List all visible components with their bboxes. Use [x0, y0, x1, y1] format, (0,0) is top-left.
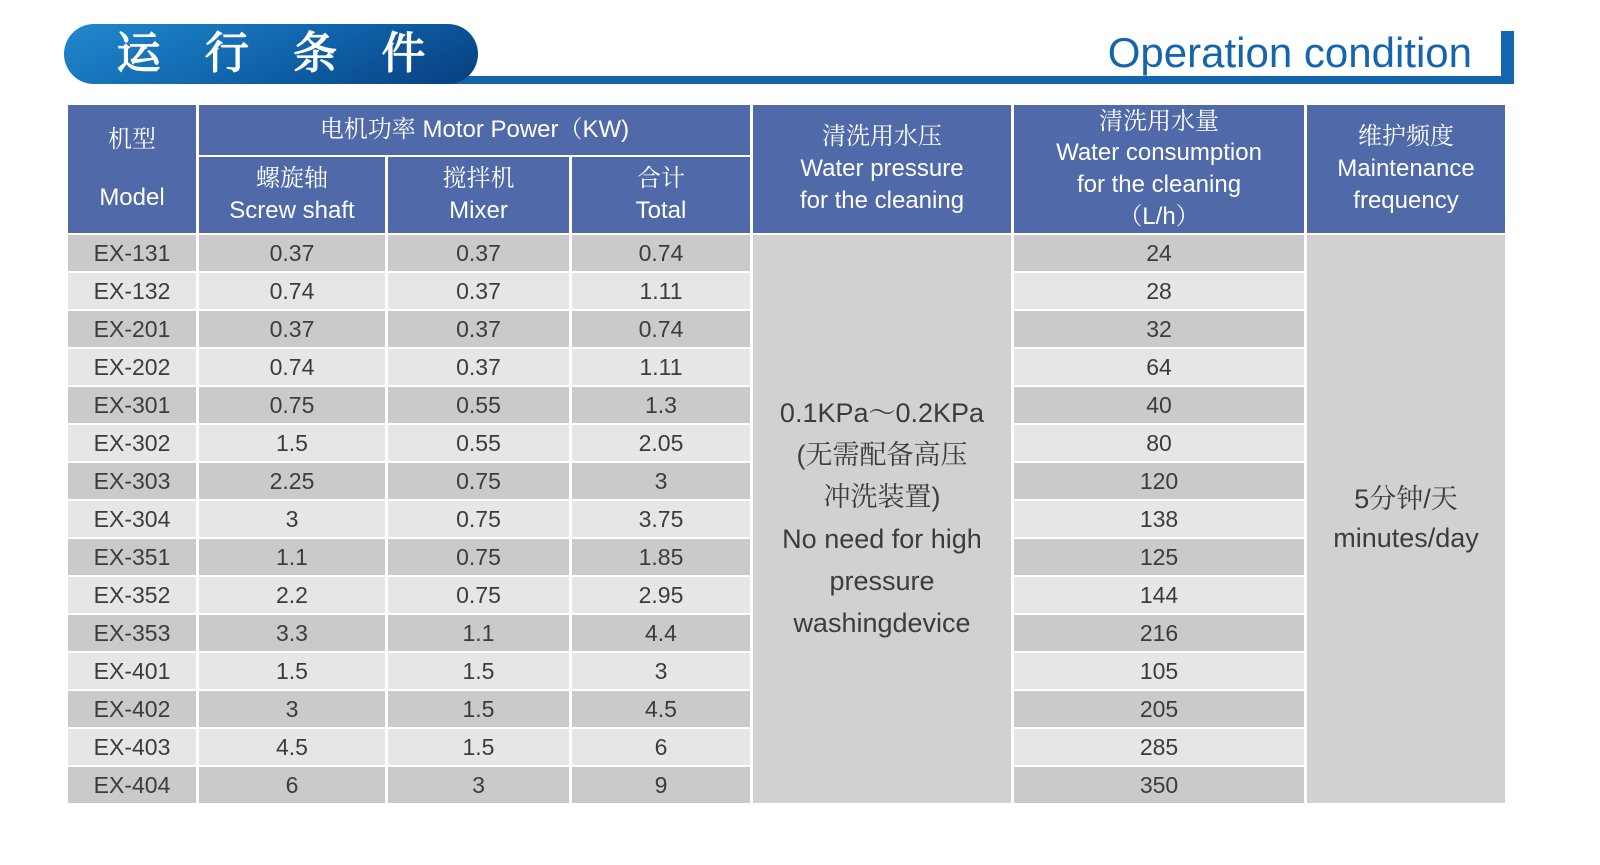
header-water-pressure-en1: Water pressure: [800, 155, 964, 183]
cell-screw-shaft: 3: [199, 691, 385, 727]
cell-mixer: 0.37: [388, 311, 569, 347]
note-line: (无需配备高压: [796, 440, 968, 471]
note-line: 0.1KPa～0.2KPa: [779, 398, 985, 429]
header-mixer: [388, 157, 569, 233]
header-screw-shaft: [199, 157, 385, 233]
banner-underline: [300, 76, 1513, 84]
cell-water-consumption: 80: [1014, 425, 1304, 461]
cell-screw-shaft: 0.75: [199, 387, 385, 423]
cell-screw-shaft: 1.5: [199, 653, 385, 689]
cell-mixer: 0.75: [388, 501, 569, 537]
header-motor-power-label: 电机功率 Motor Power（KW): [319, 116, 630, 144]
cell-model: EX-304: [68, 501, 196, 537]
cell-model: EX-402: [68, 691, 196, 727]
note-line: No need for high: [782, 524, 982, 554]
page-title-en: Operation condition: [1107, 29, 1472, 76]
note-line: washingdevice: [793, 607, 971, 638]
cell-screw-shaft: 2.2: [199, 577, 385, 613]
cell-total: 4.5: [572, 691, 750, 727]
cell-screw-shaft: 4.5: [199, 729, 385, 765]
header-total: [572, 157, 750, 233]
cell-mixer: 0.37: [388, 349, 569, 385]
cell-total: 6: [572, 729, 750, 765]
header-screw-shaft-cn: 螺旋轴: [256, 165, 328, 193]
cell-screw-shaft: 2.25: [199, 463, 385, 499]
cell-model: EX-132: [68, 273, 196, 309]
cell-mixer: 1.1: [388, 615, 569, 651]
cell-total: 1.11: [572, 349, 750, 385]
table-header: [68, 105, 1505, 233]
cell-mixer: 1.5: [388, 729, 569, 765]
cell-total: 2.95: [572, 577, 750, 613]
cell-mixer: 1.5: [388, 691, 569, 727]
header-maintenance-en1: Maintenance: [1337, 155, 1475, 183]
cell-model: EX-404: [68, 767, 196, 803]
header-water-consumption-cn: 清洗用水量: [1099, 107, 1219, 135]
cell-total: 0.74: [572, 311, 750, 347]
cell-total: 4.4: [572, 615, 750, 651]
cell-total: 3.75: [572, 501, 750, 537]
cell-mixer: 1.5: [388, 653, 569, 689]
header-water-consumption-en2: for the cleaning: [1076, 171, 1242, 198]
cell-screw-shaft: 3.3: [199, 615, 385, 651]
cell-mixer: 0.37: [388, 235, 569, 271]
cell-model: EX-353: [68, 615, 196, 651]
cell-model: EX-302: [68, 425, 196, 461]
note-line: 5分钟/天: [1354, 483, 1458, 514]
header-water-consumption: [1014, 105, 1304, 233]
cell-mixer: 0.55: [388, 425, 569, 461]
header-total-en: Total: [635, 197, 687, 224]
cell-screw-shaft: 1.1: [199, 539, 385, 575]
header-maintenance-cn: 维护频度: [1358, 123, 1454, 151]
table-row: [68, 235, 1505, 271]
title-badge: [64, 24, 478, 84]
cell-water-consumption: 28: [1014, 273, 1304, 309]
cell-model: EX-401: [68, 653, 196, 689]
cell-mixer: 0.75: [388, 539, 569, 575]
header-model-cn: 机型: [108, 126, 156, 154]
cell-mixer: 3: [388, 767, 569, 803]
header-motor-power: [199, 105, 750, 155]
header-model-en: Model: [99, 184, 165, 211]
cell-total: 1.85: [572, 539, 750, 575]
cell-total: 0.74: [572, 235, 750, 271]
cell-total: 1.11: [572, 273, 750, 309]
operation-condition-table: [65, 103, 1508, 805]
cell-total: 9: [572, 767, 750, 803]
cell-water-consumption: 40: [1014, 387, 1304, 423]
cell-mixer: 0.75: [388, 577, 569, 613]
cell-mixer: 0.75: [388, 463, 569, 499]
cell-model: EX-303: [68, 463, 196, 499]
cell-water-consumption: 205: [1014, 691, 1304, 727]
cell-model: EX-352: [68, 577, 196, 613]
cell-water-consumption: 350: [1014, 767, 1304, 803]
note-line: 冲洗装置): [823, 482, 941, 513]
header-maintenance-en2: frequency: [1353, 186, 1459, 214]
cell-water-consumption: 105: [1014, 653, 1304, 689]
cell-mixer: 0.55: [388, 387, 569, 423]
cell-model: EX-202: [68, 349, 196, 385]
cell-total: 3: [572, 653, 750, 689]
cell-screw-shaft: 0.74: [199, 273, 385, 309]
cell-mixer: 0.37: [388, 273, 569, 309]
cell-water-consumption: 216: [1014, 615, 1304, 651]
water-pressure-note: [753, 235, 1011, 803]
header-water-pressure: [753, 105, 1011, 233]
header-row-1: [68, 105, 1505, 155]
cell-total: 2.05: [572, 425, 750, 461]
cell-water-consumption: 125: [1014, 539, 1304, 575]
cell-screw-shaft: 0.37: [199, 235, 385, 271]
cell-total: 3: [572, 463, 750, 499]
cell-total: 1.3: [572, 387, 750, 423]
header-water-pressure-cn: 清洗用水压: [822, 123, 942, 151]
page-title-cn: 运 行 条 件: [116, 29, 442, 78]
header-screw-shaft-en: Screw shaft: [229, 197, 355, 224]
maintenance-note: [1307, 235, 1505, 803]
header-total-cn: 合计: [637, 165, 685, 193]
banner-right-bar: [1501, 31, 1514, 84]
cell-water-consumption: 144: [1014, 577, 1304, 613]
cell-water-consumption: 24: [1014, 235, 1304, 271]
cell-model: EX-301: [68, 387, 196, 423]
cell-water-consumption: 64: [1014, 349, 1304, 385]
cell-screw-shaft: 3: [199, 501, 385, 537]
cell-screw-shaft: 6: [199, 767, 385, 803]
cell-model: EX-403: [68, 729, 196, 765]
note-line: minutes/day: [1333, 523, 1479, 553]
header-water-consumption-unit: （L/h）: [1118, 202, 1200, 230]
cell-screw-shaft: 1.5: [199, 425, 385, 461]
header-model: [68, 105, 196, 233]
cell-model: EX-131: [68, 235, 196, 271]
table-body: [68, 235, 1505, 803]
cell-screw-shaft: 0.37: [199, 311, 385, 347]
cell-model: EX-351: [68, 539, 196, 575]
cell-model: EX-201: [68, 311, 196, 347]
header-mixer-en: Mixer: [449, 197, 508, 224]
note-line: pressure: [829, 565, 935, 596]
header-water-pressure-en2: for the cleaning: [799, 186, 965, 214]
cell-water-consumption: 138: [1014, 501, 1304, 537]
header-maintenance: [1307, 105, 1505, 233]
header-mixer-cn: 搅拌机: [442, 165, 515, 193]
header-water-consumption-en1: Water consumption: [1056, 139, 1262, 167]
cell-water-consumption: 285: [1014, 729, 1304, 765]
cell-water-consumption: 120: [1014, 463, 1304, 499]
cell-water-consumption: 32: [1014, 311, 1304, 347]
cell-screw-shaft: 0.74: [199, 349, 385, 385]
